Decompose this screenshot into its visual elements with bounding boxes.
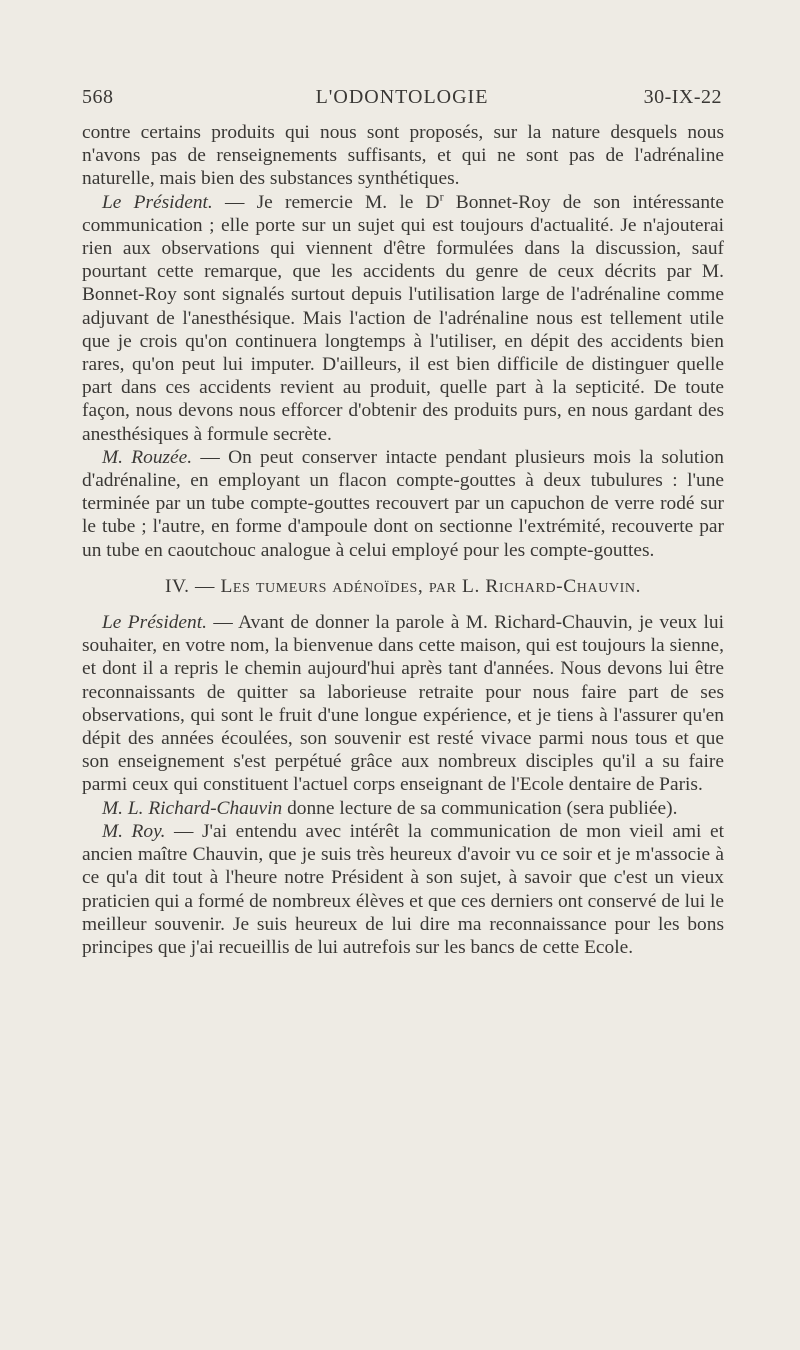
paragraph-text: — On peut conserver intacte pendant plusieurs mois la solution d'adrénaline, en employant un flacon compte-gouttes à deux tubulures : l'une terminée par un tube compte-gouttes recouvert par un capuchon de verre rodé sur le tube ; l'autre, en forme d'ampoule dont on sectionne l'extrémité, recouverte par un tube en caoutchouc analogue à celui employé pour les compte-gouttes. xyxy=(82,446,724,561)
article-body xyxy=(82,121,724,959)
paragraph-president-2 xyxy=(82,611,724,797)
paragraph-continuation xyxy=(82,121,724,191)
journal-title: L'ODONTOLOGIE xyxy=(315,86,489,108)
page-number: 568 xyxy=(82,86,114,108)
paragraph-text: donne lecture de sa communication (sera publiée). xyxy=(282,797,678,819)
section-number: IV. xyxy=(164,575,190,597)
section-title: Les tumeurs adénoïdes, par L. Richard-Chauvin. xyxy=(220,575,642,597)
section-heading xyxy=(82,575,724,598)
paragraph-text: — J'ai entendu avec intérêt la communication de mon vieil ami et ancien maître Chauvin, que je suis très heureux d'avoir vu ce soir et je m'associe à ce qu'a dit tout à l'heure notre Président à son sujet, à savoir que c'est un vieux praticien qui a formé de nombreux élèves et que ces derniers ont conservé de lui le meilleur souvenir. Je suis heureux de lui dire ma reconnaissance pour les bons principes que j'ai recueillis de lui autrefois sur les bancs de cette Ecole. xyxy=(82,820,724,958)
paragraph-rouzee xyxy=(82,446,724,562)
paragraph-roy xyxy=(82,820,724,959)
paragraph-text: Bonnet-Roy de son intéressante communication ; elle porte sur un sujet qui est toujours d'actualité. Je n'ajouterai rien aux observations qui viennent d'être formulées dans la discussion, sauf pourtant cette remarque, que les accidents du genre de ceux décrits par M. Bonnet-Roy sont signalés surtout depuis l'utilisation large de l'adrénaline comme adjuvant de l'anesthésique. Mais l'action de l'adrénaline nous est tellement utile que je crois qu'on continuera longtemps à l'utiliser, en dépit des accidents bien rares, qu'on peut lui imputer. D'ailleurs, il est bien difficile de distinguer quelle part dans ces accidents revient au produit, quelle part à la septicité. De toute façon, nous devons nous efforcer d'obtenir des produits purs, en nous gardant des anesthésiques à formule secrète. xyxy=(82,191,725,445)
section-dash: — xyxy=(189,575,221,597)
issue-date: 30-IX-22 xyxy=(643,86,722,108)
paragraph-text: — Avant de donner la parole à M. Richard-Chauvin, je veux lui souhaiter, en votre nom, la bienvenue dans cette maison, qui est toujours la sienne, et dont il a repris le chemin aujourd'hui après tant d'années. Nous devons lui être reconnaissants de quitter sa laborieuse retraite pour nous faire part de ses observations, qui sont le fruit d'une longue expérience, et je tiens à l'assurer qu'en dépit des années écoulées, son souvenir est resté vivace parmi nous tous et que son enseignement s'est perpétué grâce aux nombreux disciples qu'il a su faire parmi ceux qui constituent l'actuel corps enseignant de l'Ecole dentaire de Paris. xyxy=(82,612,724,796)
speaker-name: Le Président. xyxy=(102,191,213,213)
speaker-name: M. Rouzée. xyxy=(102,446,193,468)
paragraph-text: contre certains produits qui nous sont proposés, sur la nature desquels nous n'avons pas de renseignements suffisants, et qui ne sont pas de l'adrénaline naturelle, mais bien des substances synthétiques. xyxy=(82,122,724,190)
running-header xyxy=(82,86,722,110)
paragraph-richard-chauvin xyxy=(82,797,724,820)
paragraph-text: — Je remercie M. le D xyxy=(212,191,440,213)
speaker-name: M. L. Richard-Chauvin xyxy=(102,797,283,819)
speaker-name: Le Président. xyxy=(102,612,207,634)
paragraph-president-1 xyxy=(82,191,724,446)
speaker-name: M. Roy. xyxy=(102,820,166,842)
superscript: r xyxy=(439,189,444,204)
